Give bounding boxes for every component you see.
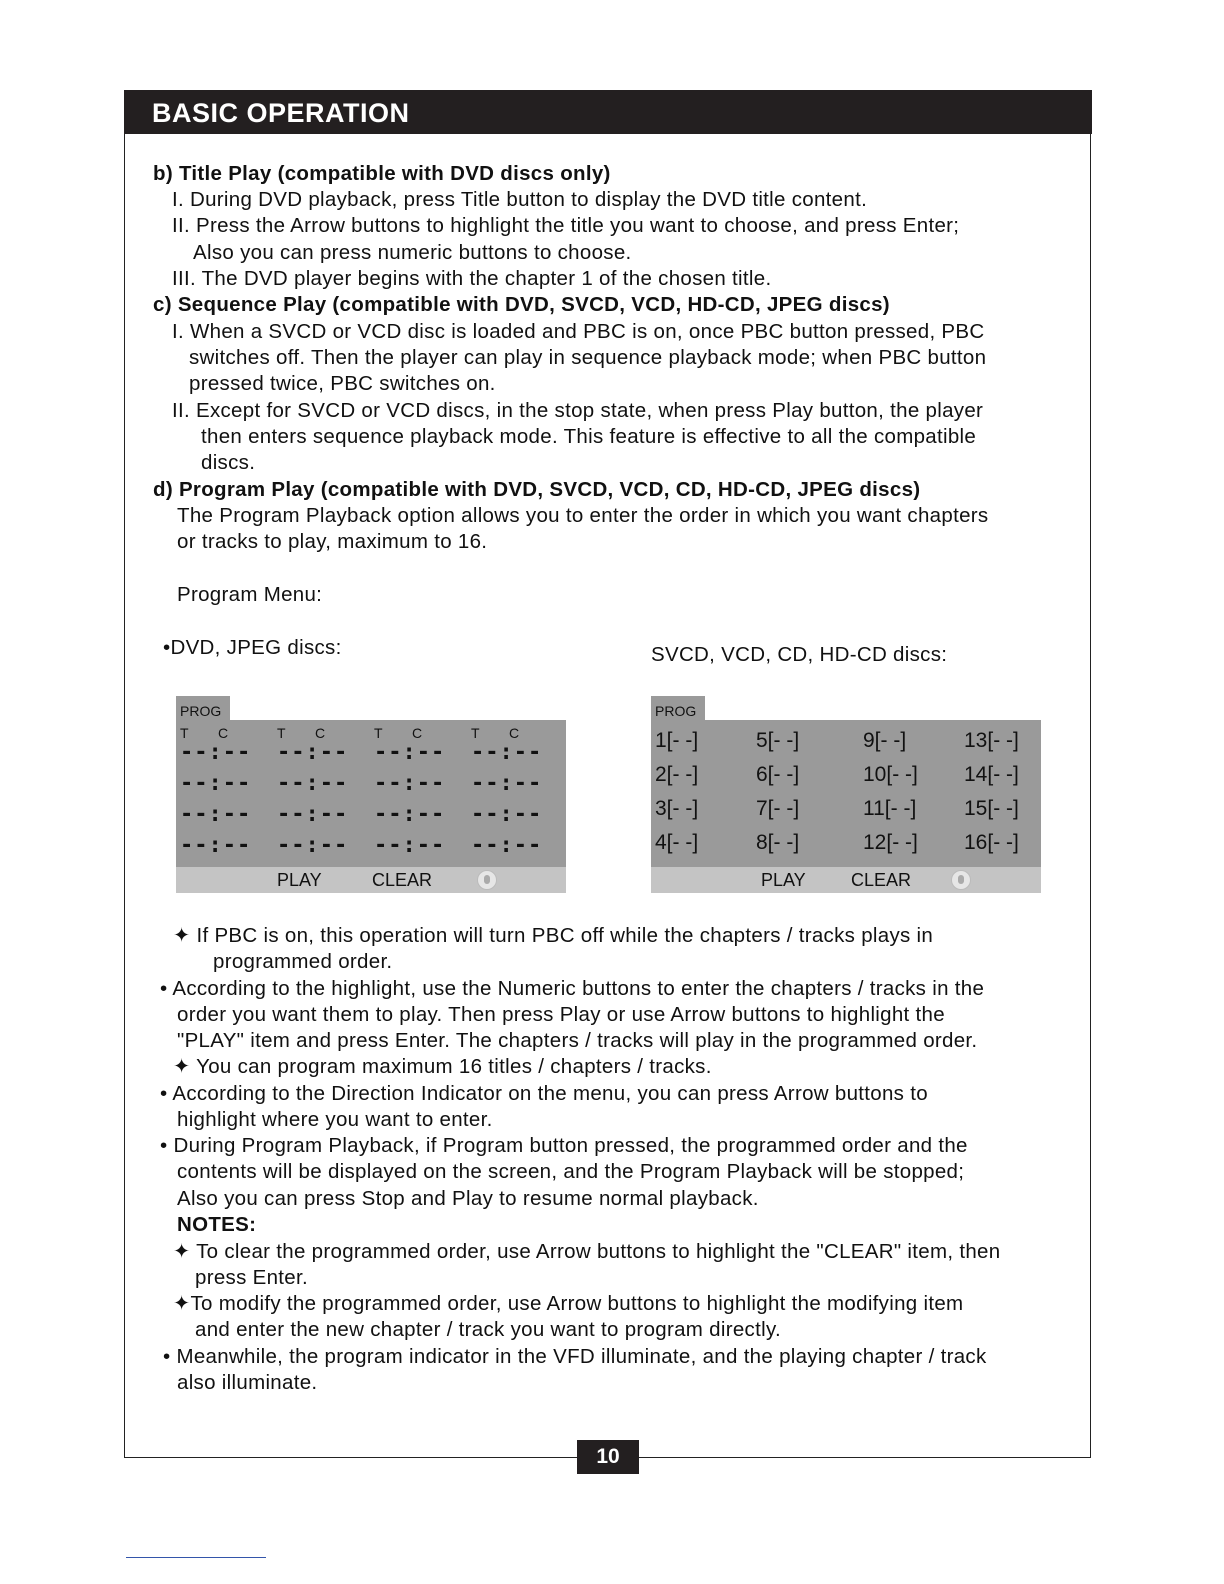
text-line: "PLAY" item and press Enter. The chapters / tracks will play in the programmed order. xyxy=(177,1029,978,1052)
program-slot[interactable]: --:-- xyxy=(277,771,349,796)
program-slot[interactable]: --:-- xyxy=(180,740,252,765)
program-slot[interactable]: --:-- xyxy=(471,833,543,858)
section-title: BASIC OPERATION xyxy=(152,98,410,128)
col-chapter-label: C xyxy=(509,725,520,741)
text-line: • Meanwhile, the program indicator in the VFD illuminate, and the playing chapter / track xyxy=(163,1345,987,1368)
page-number: 10 xyxy=(577,1440,639,1474)
track-slot[interactable]: 1[- -] xyxy=(655,729,699,752)
program-menu-dvd xyxy=(176,696,566,893)
col-chapter-label: C xyxy=(412,725,423,741)
direction-indicator-icon xyxy=(477,870,497,890)
program-slot[interactable]: --:-- xyxy=(180,833,252,858)
track-slot[interactable]: 6[- -] xyxy=(756,763,800,786)
section-heading: c) Sequence Play (compatible with DVD, SVCD, VCD, HD-CD, JPEG discs) xyxy=(153,293,890,316)
text-line: ✦ If PBC is on, this operation will turn PBC off while the chapters / tracks plays in xyxy=(173,924,934,947)
track-slot[interactable]: 4[- -] xyxy=(655,831,699,854)
track-slot[interactable]: 3[- -] xyxy=(655,797,699,820)
text-line: • During Program Playback, if Program button pressed, the programmed order and the xyxy=(160,1134,968,1157)
text-line: programmed order. xyxy=(213,950,393,973)
track-slot[interactable]: 8[- -] xyxy=(756,831,800,854)
text-line: SVCD, VCD, CD, HD-CD discs: xyxy=(651,643,948,666)
track-slot[interactable]: 13[- -] xyxy=(964,729,1019,752)
text-line: I. When a SVCD or VCD disc is loaded and PBC is on, once PBC button pressed, PBC xyxy=(172,320,985,343)
text-line: Program Menu: xyxy=(177,583,323,606)
program-slot[interactable]: --:-- xyxy=(277,833,349,858)
prog-tab: PROG xyxy=(651,696,705,720)
text-line: I. During DVD playback, press Title button to display the DVD title content. xyxy=(172,188,868,211)
track-slot[interactable]: 10[- -] xyxy=(863,763,918,786)
text-line: highlight where you want to enter. xyxy=(177,1108,493,1131)
text-line: ✦ You can program maximum 16 titles / chapters / tracks. xyxy=(173,1055,712,1078)
text-line: then enters sequence playback mode. This feature is effective to all the compatible xyxy=(201,425,977,448)
text-line: press Enter. xyxy=(195,1266,308,1289)
divider xyxy=(126,1557,266,1558)
program-slot[interactable]: --:-- xyxy=(471,802,543,827)
section-heading: NOTES: xyxy=(177,1213,257,1236)
text-line: ✦ To clear the programmed order, use Arrow buttons to highlight the "CLEAR" item, then xyxy=(173,1240,1001,1263)
play-option[interactable]: PLAY xyxy=(277,870,322,890)
text-line: The Program Playback option allows you to enter the order in which you want chapters xyxy=(177,504,989,527)
text-line: ✦To modify the programmed order, use Arrow buttons to highlight the modifying item xyxy=(173,1292,964,1315)
text-line: contents will be displayed on the screen, and the Program Playback will be stopped; xyxy=(177,1160,965,1183)
col-title-label: T xyxy=(471,725,480,741)
prog-tab: PROG xyxy=(176,696,230,720)
text-line: and enter the new chapter / track you want to program directly. xyxy=(195,1318,781,1341)
program-slot[interactable]: --:-- xyxy=(471,740,543,765)
track-slot[interactable]: 5[- -] xyxy=(756,729,800,752)
program-slot[interactable]: --:-- xyxy=(180,771,252,796)
text-line: III. The DVD player begins with the chapter 1 of the chosen title. xyxy=(172,267,772,290)
clear-option[interactable]: CLEAR xyxy=(851,870,912,890)
program-slot[interactable]: --:-- xyxy=(277,740,349,765)
track-slot[interactable]: 9[- -] xyxy=(863,729,907,752)
col-chapter-label: C xyxy=(218,725,229,741)
col-title-label: T xyxy=(180,725,189,741)
col-chapter-label: C xyxy=(315,725,326,741)
program-slot[interactable]: --:-- xyxy=(374,833,446,858)
track-slot[interactable]: 2[- -] xyxy=(655,763,699,786)
col-title-label: T xyxy=(374,725,383,741)
play-option[interactable]: PLAY xyxy=(761,870,806,890)
text-line: Also you can press Stop and Play to resume normal playback. xyxy=(177,1187,759,1210)
text-line: • According to the Direction Indicator on the menu, you can press Arrow buttons to xyxy=(160,1082,928,1105)
track-slot[interactable]: 14[- -] xyxy=(964,763,1019,786)
text-line: II. Except for SVCD or VCD discs, in the stop state, when press Play button, the player xyxy=(172,399,984,422)
col-title-label: T xyxy=(277,725,286,741)
text-line: discs. xyxy=(201,451,256,474)
track-slot[interactable]: 11[- -] xyxy=(863,797,917,820)
track-slot[interactable]: 16[- -] xyxy=(964,831,1019,854)
section-header xyxy=(124,90,1092,134)
program-slot[interactable]: --:-- xyxy=(374,802,446,827)
text-line: •DVD, JPEG discs: xyxy=(163,636,342,659)
direction-indicator-icon xyxy=(951,870,971,890)
track-slot[interactable]: 12[- -] xyxy=(863,831,918,854)
track-slot[interactable]: 15[- -] xyxy=(964,797,1019,820)
program-slot[interactable]: --:-- xyxy=(374,740,446,765)
program-slot[interactable]: --:-- xyxy=(277,802,349,827)
section-heading: d) Program Play (compatible with DVD, SVCD, VCD, CD, HD-CD, JPEG discs) xyxy=(153,478,921,501)
program-menu-cd xyxy=(651,696,1041,893)
program-slot[interactable]: --:-- xyxy=(180,802,252,827)
text-line: Also you can press numeric buttons to choose. xyxy=(193,241,632,264)
text-line: • According to the highlight, use the Numeric buttons to enter the chapters / tracks in the xyxy=(160,977,985,1000)
text-line: II. Press the Arrow buttons to highlight the title you want to choose, and press Enter; xyxy=(172,214,960,237)
track-slot[interactable]: 7[- -] xyxy=(756,797,800,820)
text-line: also illuminate. xyxy=(177,1371,318,1394)
text-line: order you want them to play. Then press Play or use Arrow buttons to highlight the xyxy=(177,1003,945,1026)
text-line: pressed twice, PBC switches on. xyxy=(189,372,496,395)
program-slot[interactable]: --:-- xyxy=(471,771,543,796)
program-slot[interactable]: --:-- xyxy=(374,771,446,796)
section-heading: b) Title Play (compatible with DVD discs only) xyxy=(153,162,611,185)
text-line: switches off. Then the player can play in sequence playback mode; when PBC button xyxy=(189,346,987,369)
clear-option[interactable]: CLEAR xyxy=(372,870,433,890)
text-line: or tracks to play, maximum to 16. xyxy=(177,530,488,553)
